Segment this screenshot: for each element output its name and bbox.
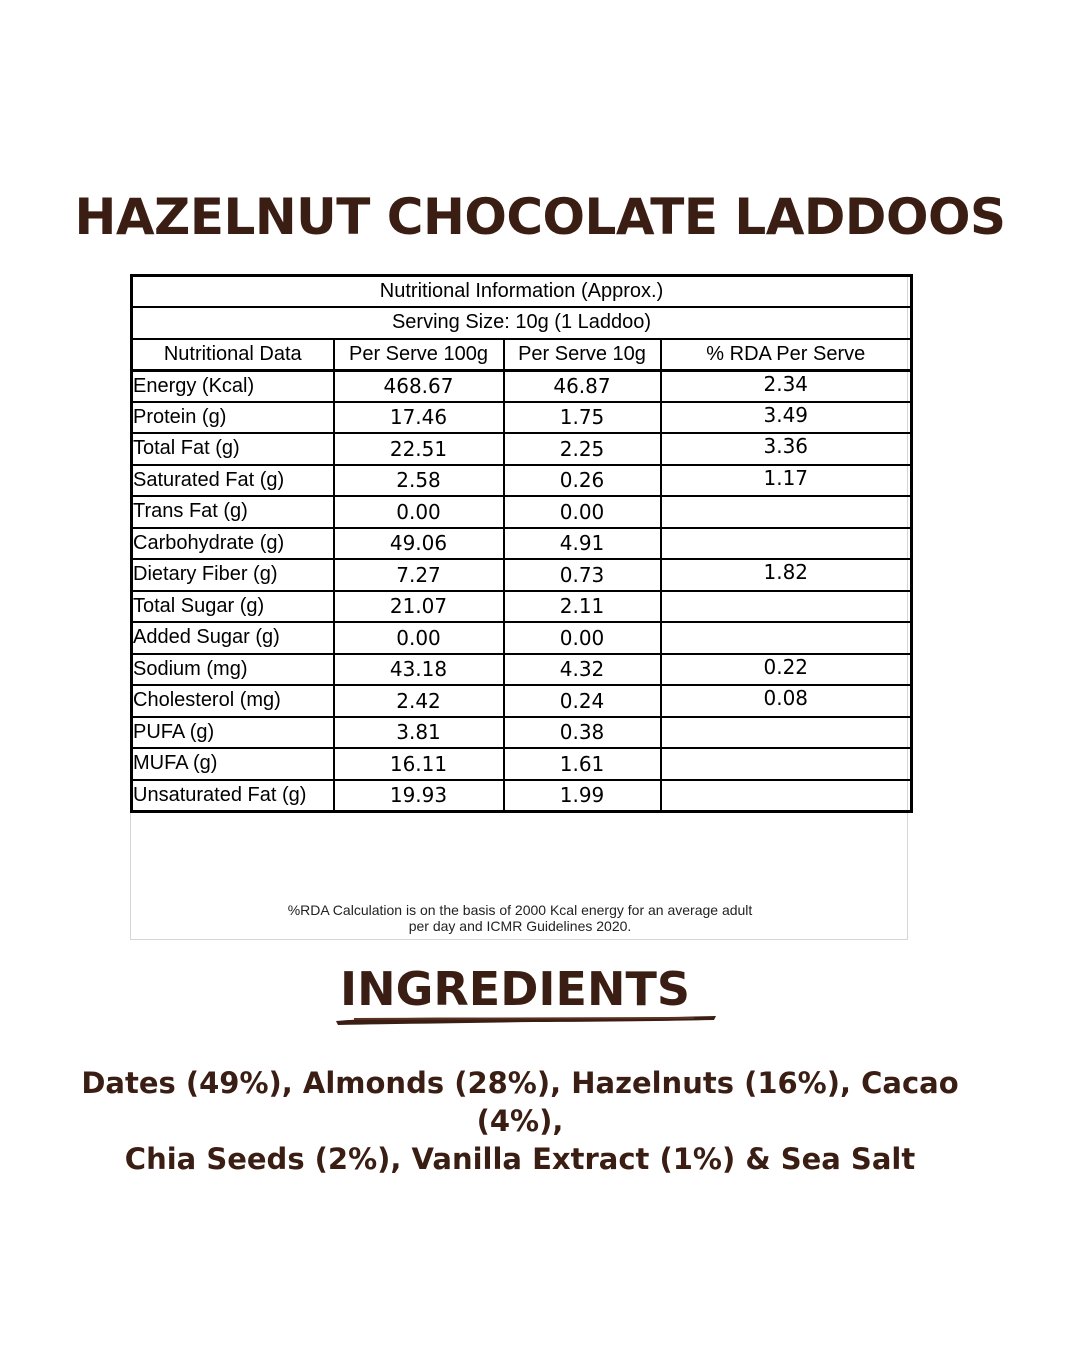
per-100g-value: 19.93 — [334, 780, 504, 812]
per-10g-value: 0.00 — [504, 622, 661, 654]
rda-value — [661, 748, 912, 780]
per-100g-value: 17.46 — [334, 402, 504, 434]
per-100g-value: 43.18 — [334, 654, 504, 686]
rda-value — [661, 528, 912, 560]
table-row — [132, 748, 912, 780]
per-100g-value: 16.11 — [334, 748, 504, 780]
rda-value — [661, 622, 912, 654]
column-header: Per Serve 10g — [504, 339, 661, 371]
nutrient-name: Sodium (mg) — [132, 654, 334, 686]
ingredients-heading — [0, 962, 1030, 1016]
column-header: Nutritional Data — [132, 339, 334, 371]
nutrient-name: Trans Fat (g) — [132, 496, 334, 528]
rda-value: 1.17 — [661, 465, 912, 497]
nutrition-table — [130, 274, 913, 813]
nutrient-name: Cholesterol (mg) — [132, 685, 334, 717]
rda-value: 3.36 — [661, 433, 912, 465]
table-row — [132, 433, 912, 465]
per-100g-value: 0.00 — [334, 622, 504, 654]
table-row — [132, 496, 912, 528]
table-row — [132, 559, 912, 591]
table-row — [132, 654, 912, 686]
rda-note-line: per day and ICMR Guidelines 2020. — [408, 918, 632, 934]
rda-value: 2.34 — [661, 370, 912, 402]
per-10g-value: 4.91 — [504, 528, 661, 560]
table-row — [132, 402, 912, 434]
nutrient-name: Saturated Fat (g) — [132, 465, 334, 497]
per-10g-value: 0.26 — [504, 465, 661, 497]
per-100g-value: 2.42 — [334, 685, 504, 717]
per-100g-value: 49.06 — [334, 528, 504, 560]
per-100g-value: 0.00 — [334, 496, 504, 528]
per-10g-value: 2.25 — [504, 433, 661, 465]
table-row — [132, 465, 912, 497]
nutrient-name: Dietary Fiber (g) — [132, 559, 334, 591]
rda-value: 3.49 — [661, 402, 912, 434]
rda-note — [130, 902, 910, 934]
ingredients-list — [40, 1064, 1000, 1178]
ingredients-heading-text: INGREDIENTS — [340, 962, 690, 1016]
serving-size: Serving Size: 10g (1 Laddoo) — [132, 307, 912, 339]
per-10g-value: 0.38 — [504, 717, 661, 749]
table-caption: Nutritional Information (Approx.) — [132, 276, 912, 308]
rda-value: 1.82 — [661, 559, 912, 591]
rda-value — [661, 717, 912, 749]
per-100g-value: 22.51 — [334, 433, 504, 465]
rda-value: 0.22 — [661, 654, 912, 686]
ingredients-line: Dates (49%), Almonds (28%), Hazelnuts (16%), Cacao (4%), — [81, 1066, 959, 1138]
table-row — [132, 528, 912, 560]
per-10g-value: 0.24 — [504, 685, 661, 717]
per-100g-value: 7.27 — [334, 559, 504, 591]
nutrient-name: Total Sugar (g) — [132, 591, 334, 623]
per-10g-value: 1.61 — [504, 748, 661, 780]
table-row — [132, 370, 912, 402]
rda-value: 0.08 — [661, 685, 912, 717]
nutrient-name: Energy (Kcal) — [132, 370, 334, 402]
nutrient-name: Added Sugar (g) — [132, 622, 334, 654]
nutrient-name: Unsaturated Fat (g) — [132, 780, 334, 812]
nutrient-name: Protein (g) — [132, 402, 334, 434]
rda-value — [661, 780, 912, 812]
table-row — [132, 717, 912, 749]
ingredients-line: Chia Seeds (2%), Vanilla Extract (1%) & Sea Salt — [124, 1142, 916, 1176]
per-10g-value: 46.87 — [504, 370, 661, 402]
per-10g-value: 0.73 — [504, 559, 661, 591]
page-title: HAZELNUT CHOCOLATE LADDOOS — [74, 188, 1006, 246]
column-header: % RDA Per Serve — [661, 339, 912, 371]
per-100g-value: 468.67 — [334, 370, 504, 402]
per-100g-value: 2.58 — [334, 465, 504, 497]
per-10g-value: 0.00 — [504, 496, 661, 528]
table-row — [132, 780, 912, 812]
rda-value — [661, 591, 912, 623]
per-10g-value: 4.32 — [504, 654, 661, 686]
table-row — [132, 685, 912, 717]
column-header: Per Serve 100g — [334, 339, 504, 371]
rda-note-line: %RDA Calculation is on the basis of 2000 Kcal energy for an average adult — [287, 902, 753, 918]
table-row — [132, 591, 912, 623]
nutrient-name: Carbohydrate (g) — [132, 528, 334, 560]
per-100g-value: 21.07 — [334, 591, 504, 623]
rda-value — [661, 496, 912, 528]
per-10g-value: 2.11 — [504, 591, 661, 623]
brush-underline — [334, 1012, 718, 1028]
nutrient-name: PUFA (g) — [132, 717, 334, 749]
per-10g-value: 1.75 — [504, 402, 661, 434]
nutrient-name: MUFA (g) — [132, 748, 334, 780]
table-row — [132, 622, 912, 654]
per-10g-value: 1.99 — [504, 780, 661, 812]
per-100g-value: 3.81 — [334, 717, 504, 749]
nutrient-name: Total Fat (g) — [132, 433, 334, 465]
